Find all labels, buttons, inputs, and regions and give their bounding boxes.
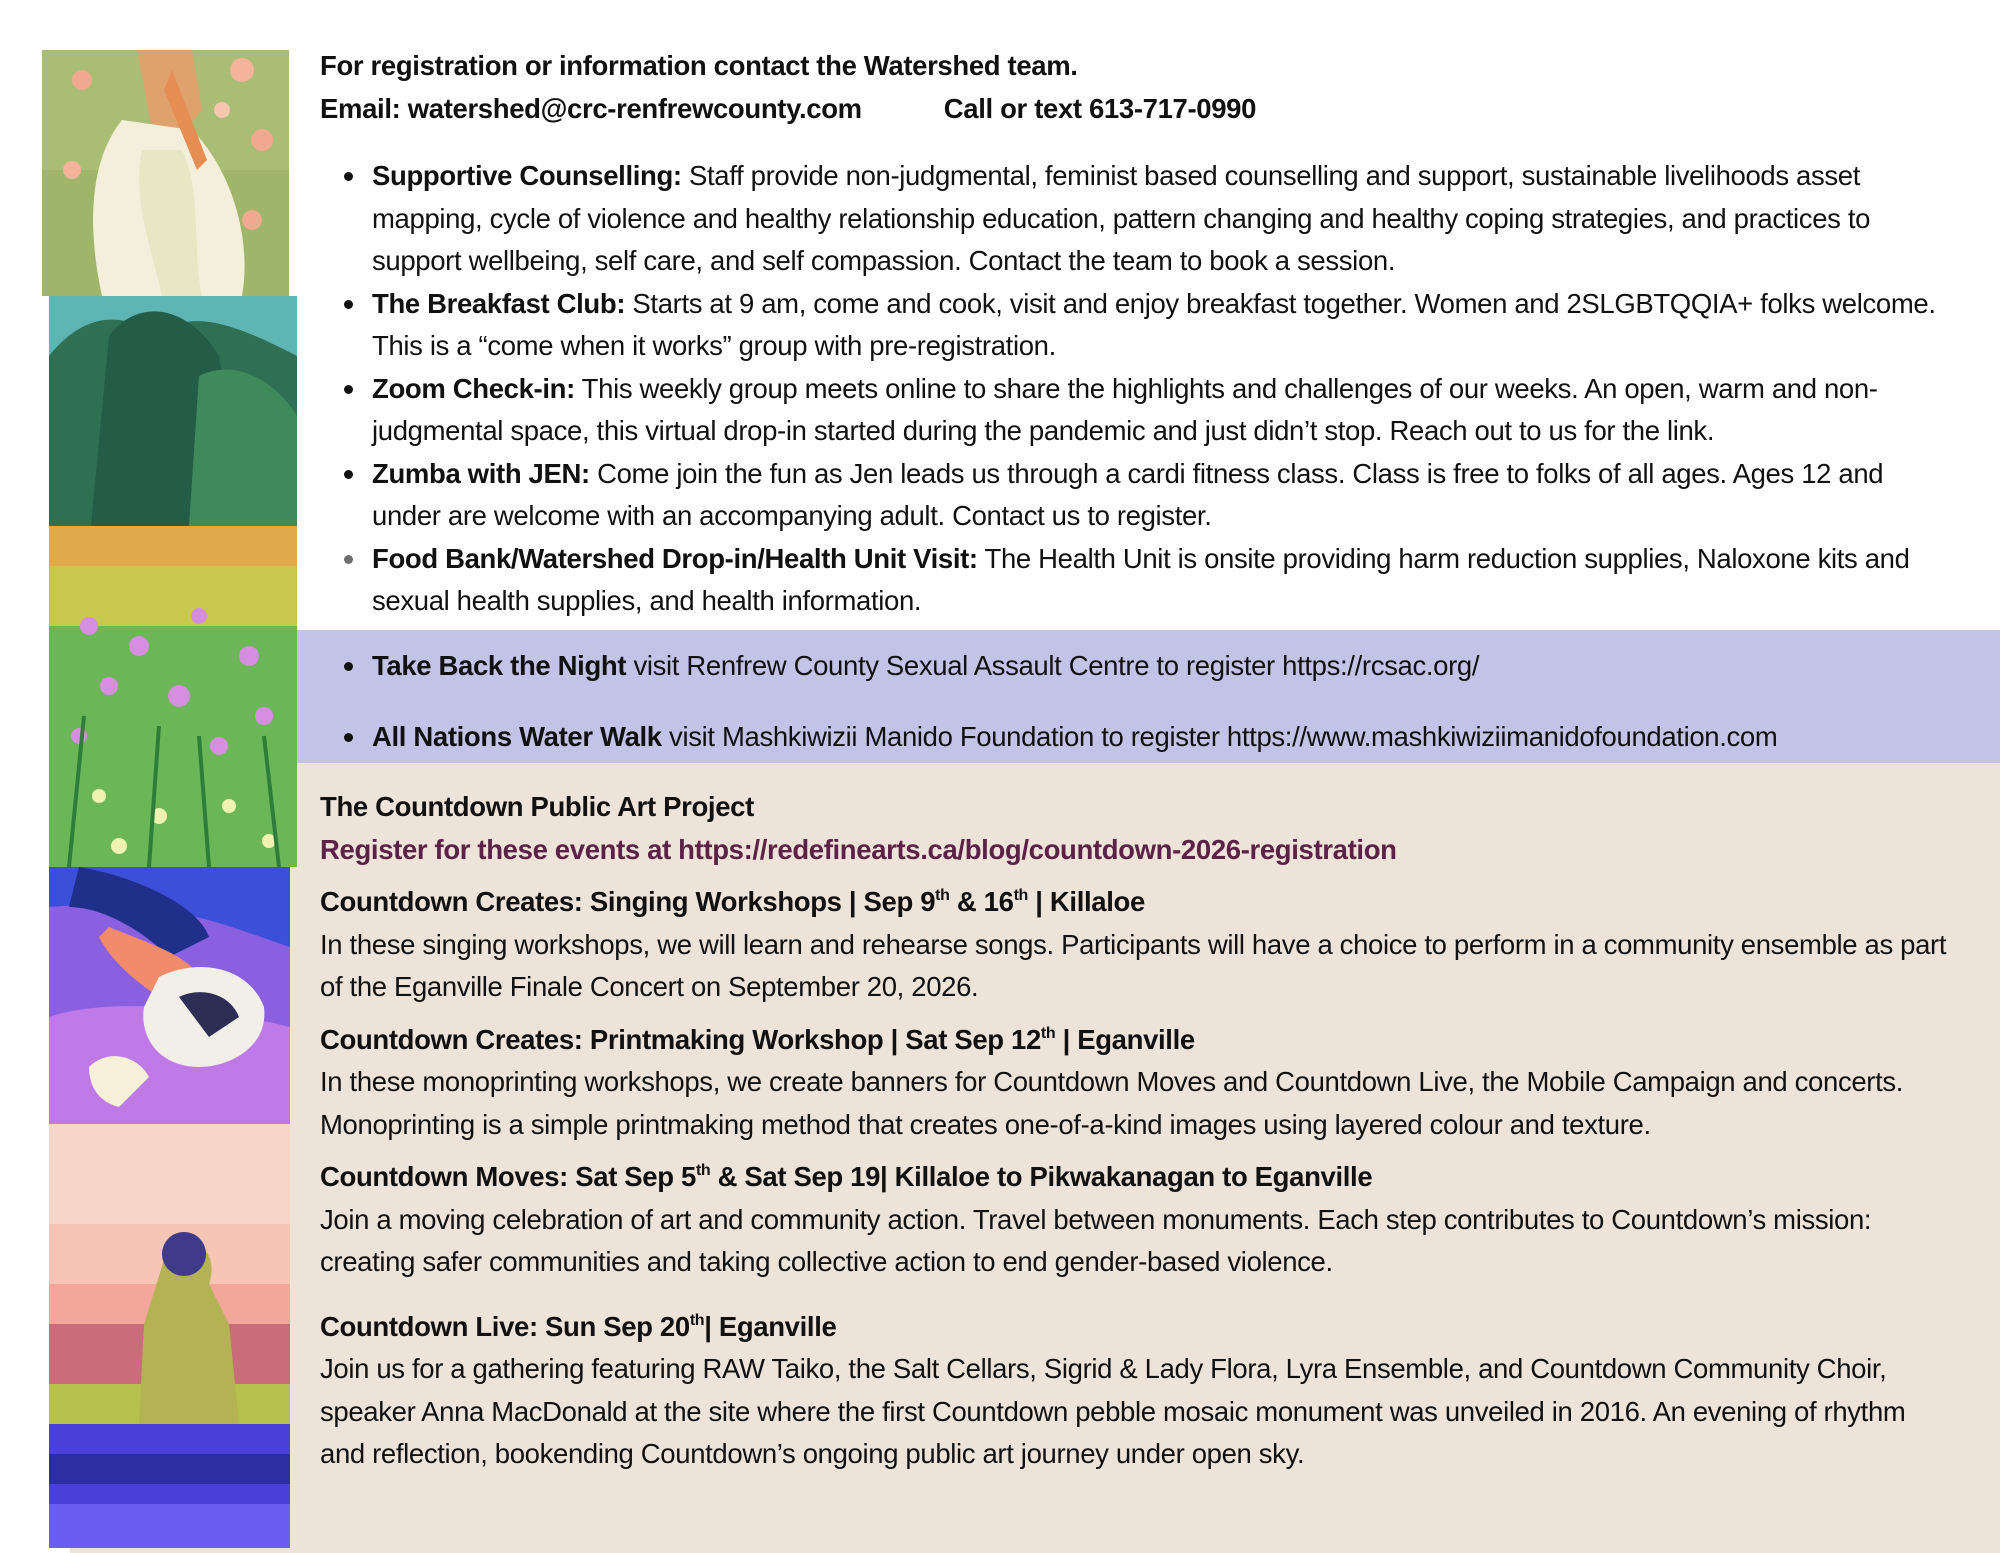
countdown-section [320, 786, 1950, 1476]
community-events-list [320, 645, 1950, 758]
event-title: Take Back the Night [372, 650, 627, 681]
program-title: Food Bank/Watershed Drop-in/Health Unit Visit: [372, 542, 978, 574]
program-title: The Breakfast Club: [372, 287, 626, 319]
program-description: Starts at 9 am, come and cook, visit and enjoy breakfast together. Women and 2SLGBTQQIA+ folks welcome. This is a “come when it works” group with pre-registration. [372, 287, 1936, 361]
person-at-sunset-illustration [49, 1124, 290, 1548]
event-heading: Countdown Moves: Sat Sep 5th & Sat Sep 19| Killaloe to Pikwakanagan to Eganville [320, 1161, 1373, 1192]
wildflower-meadow-illustration [49, 296, 297, 867]
countdown-event [320, 1019, 1950, 1147]
programs-list [320, 155, 1950, 623]
program-title: Zumba with JEN: [372, 457, 590, 489]
event-heading: Countdown Creates: Printmaking Workshop | Sat Sep 12th | Eganville [320, 1023, 1195, 1055]
program-title: Supportive Counselling: [372, 160, 682, 191]
list-item [320, 155, 1950, 283]
event-description: visit Renfrew County Sexual Assault Centre to register https://rcsac.org/ [626, 650, 1480, 681]
countdown-event [320, 1156, 1950, 1284]
dress-in-meadow-illustration [42, 50, 289, 296]
contact-phone: Call or text 613-717-0990 [943, 92, 1257, 124]
program-description: Come join the fun as Jen leads us through a cardi fitness class. Class is free to folks of all ages. Ages 12 and under are welcome with an accompanying adult. Contact us to register. [372, 457, 1884, 531]
event-body: Join a moving celebration of art and community action. Travel between monuments. Each step contributes to Countdown’s mission: creating safer communities and taking collective action to end gender-based violence. [320, 1203, 1872, 1277]
program-description: This weekly group meets online to share the highlights and challenges of our weeks. An open, warm and non-judgmental space, this virtual drop-in started during the pandemic and just didn’t stop. Reach out to us for the link. [372, 372, 1878, 446]
list-item [320, 453, 1950, 538]
countdown-register-link[interactable]: Register for these events at https://redefinearts.ca/blog/countdown-2026-registration [320, 833, 1397, 865]
contact-section [320, 45, 1950, 130]
list-item [320, 283, 1950, 368]
list-item [320, 538, 1950, 623]
list-item [320, 368, 1950, 453]
program-description: The Health Unit is onsite providing harm reduction supplies, Naloxone kits and sexual health supplies, and health information. [372, 542, 1910, 616]
event-body: In these monoprinting workshops, we create banners for Countdown Moves and Countdown Live, the Mobile Campaign and concerts. Monoprinting is a simple printmaking method that creates one-of-a-kind images using layered colour and texture. [320, 1066, 1904, 1140]
program-title: Zoom Check-in: [372, 372, 575, 404]
event-body: Join us for a gathering featuring RAW Taiko, the Salt Cellars, Sigrid & Lady Flora, Lyra Ensemble, and Countdown Community Choir, speaker Anna MacDonald at the site where the first Countdown pebble mosaic monument was unveiled in 2016. An evening of rhythm and reflection, bookending Countdown’s ongoing public art journey under open sky. [320, 1353, 1906, 1469]
countdown-event [320, 881, 1950, 1009]
list-item [320, 716, 1950, 759]
event-heading: Countdown Live: Sun Sep 20th| Eganville [320, 1310, 837, 1342]
countdown-title: The Countdown Public Art Project [320, 791, 754, 822]
event-title: All Nations Water Walk [372, 720, 662, 752]
countdown-event [320, 1306, 1950, 1476]
event-body: In these singing workshops, we will learn and rehearse songs. Participants will have a choice to perform in a community ensemble as part of the Eganville Finale Concert on September 20, 2026. [320, 928, 1947, 1002]
program-description: Staff provide non-judgmental, feminist based counselling and support, sustainable livelihoods asset mapping, cycle of violence and healthy relationship education, pattern changing and healthy coping strategies, and practices to support wellbeing, self care, and self compassion. Contact the team to book a session. [372, 160, 1871, 276]
event-description: visit Mashkiwizii Manido Foundation to register https://www.mashkiwiziimanidofoundation.com [661, 720, 1778, 752]
contact-heading: For registration or information contact the Watershed team. [320, 50, 1078, 81]
event-heading: Countdown Creates: Singing Workshops | Sep 9th & 16th | Killaloe [320, 886, 1145, 917]
contact-email: Email: watershed@crc-renfrewcounty.com [320, 92, 862, 124]
person-with-cat-illustration [49, 867, 290, 1124]
list-item [320, 645, 1950, 688]
